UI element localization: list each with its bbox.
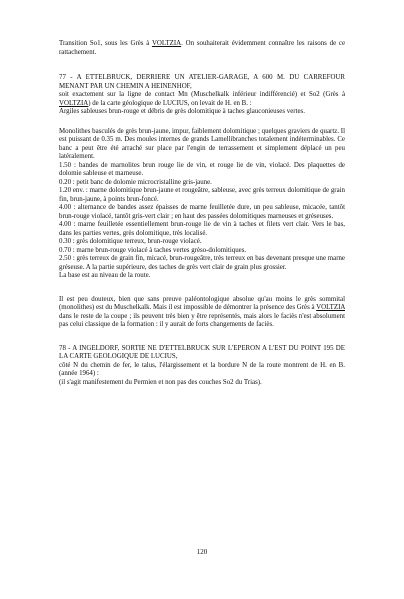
layer-line: Monolithes basculés de grès brun-jaune, impur, faiblement dolomitique ; quelques graviers de quartz. Il est puissant de 0.35 m. Des moules internes de grands Lamellibranches totalement indéterminables. Ce banc a peut être été arraché sur place par l'engin de terrassement et simplement déplacé un peu latéralement. [59, 127, 345, 160]
layer-line: 4.00 : marne feuilletée essentiellement brun-rouge lie de vin à taches et filets vert clair. Vers le bas, dans les parties vertes, grès dolomitique, très localisé. [59, 221, 345, 237]
location-text-start: soit exactement sur la ligne de contact Mn (Muschelkalk inférieur indifférencié) et So2 (Grès à [59, 91, 345, 98]
layer-line: 1.50 : bandes de marnolites brun rouge lie de vin, et rouge lie de vin, violacé. Des plaquettes de dolomie sableuse et marneuse. [59, 161, 345, 177]
layer-line: 0.30 : grès dolomitique terreux, brun-rouge violacé. [59, 238, 202, 245]
section-77-heading: 77 - A ETTELBRUCK, DERRIERE UN ATELIER-GARAGE, A 600 M. DU CARREFOUR MENANT PAR UN CHEMIN A HEINENHOF, [59, 74, 345, 90]
layer-line: 0.20 : petit banc de dolomie microcristalline gris-jaune. [59, 178, 212, 186]
spacer [59, 281, 345, 296]
comment-text-start: Il est peu douteux, bien que sans preuve paléontologique absolue qu'au moins le grès sommital (monolithes) est du Muschelkalk. Mais il est impossible de démontrer la présence des Grès à [59, 295, 345, 311]
comment-voltzia: VOLTZIA [316, 304, 345, 311]
section-78-note: (il s'agit manifestement du Permien et non pas des couches So2 du Trias). [59, 378, 262, 386]
intro-text-end: . On souhaiterait évidemment connaître les raisons de ce rattachement. [59, 40, 346, 56]
intro-text-start: Transition So1, sous les Grès à [59, 40, 152, 47]
location-text-end: ) de la carte géologique de LUCIUS, on levait de H. en B. : [88, 99, 252, 107]
layer-line: Argiles sableuses brun-rouge et débris de grès dolomitique à taches glauconieuses vertes. [59, 108, 305, 115]
section-77-location [59, 91, 345, 108]
location-voltzia: VOLTZIA [59, 99, 89, 107]
intro-paragraph [59, 40, 345, 57]
section-78-body: côté N du chemin de fer, le talus, l'élargissement et la bordure N de la route montrent de H. en B. (année 1964) : [59, 361, 345, 377]
layer-line: 1.20 env. : marne dolomitique brun-jaune et rougeâtre, sableuse, avec grès terreux dolomitique de grain fin, brun-jaune, à points brun-foncé. [59, 187, 345, 203]
section-78-heading: 78 - A INGELDORF, SORTIE NE D'ETTELBRUCK SUR L'EPERON A L'EST DU POINT 195 DE LA CARTE GEOLOGIQUE DE LUCIUS, [59, 344, 345, 360]
spacer [59, 330, 345, 345]
layer-line: La base est au niveau de la route. [59, 272, 151, 279]
layer-line: 4.00 : alternance de bandes assez épaisses de marne feuilletée dure, un peu sableuse, micacée, tantôt brun-rouge violacé, tantôt gris-vert clair ; en haut des passées dolomitiques marneuses et gréseuses. [59, 204, 345, 220]
layer-line: 0.70 : marne brun-rouge violacé à taches vertes grèso-dolomitiques. [59, 246, 247, 254]
page-number: 120 [196, 548, 208, 556]
layer-line: 2.50 : grès terreux de grain fin, micacé, brun-rougeâtre, très terreux en bas devenant presque une marne gréseuse. A la partie supérieure, des taches de grès vert clair de grain plus grossier. [59, 255, 345, 271]
document-body [59, 40, 345, 387]
spacer [59, 57, 345, 74]
section-77-comment [59, 296, 345, 330]
comment-text-end: dans le reste de la coupe ; ils peuvent très bien y être représentés, mais alors le faciès n'est absolument pas celui classique de la formation : il y aurait de forts changements de faciès. [59, 312, 345, 328]
spacer [59, 117, 345, 128]
intro-voltzia: VOLTZIA [151, 40, 182, 47]
